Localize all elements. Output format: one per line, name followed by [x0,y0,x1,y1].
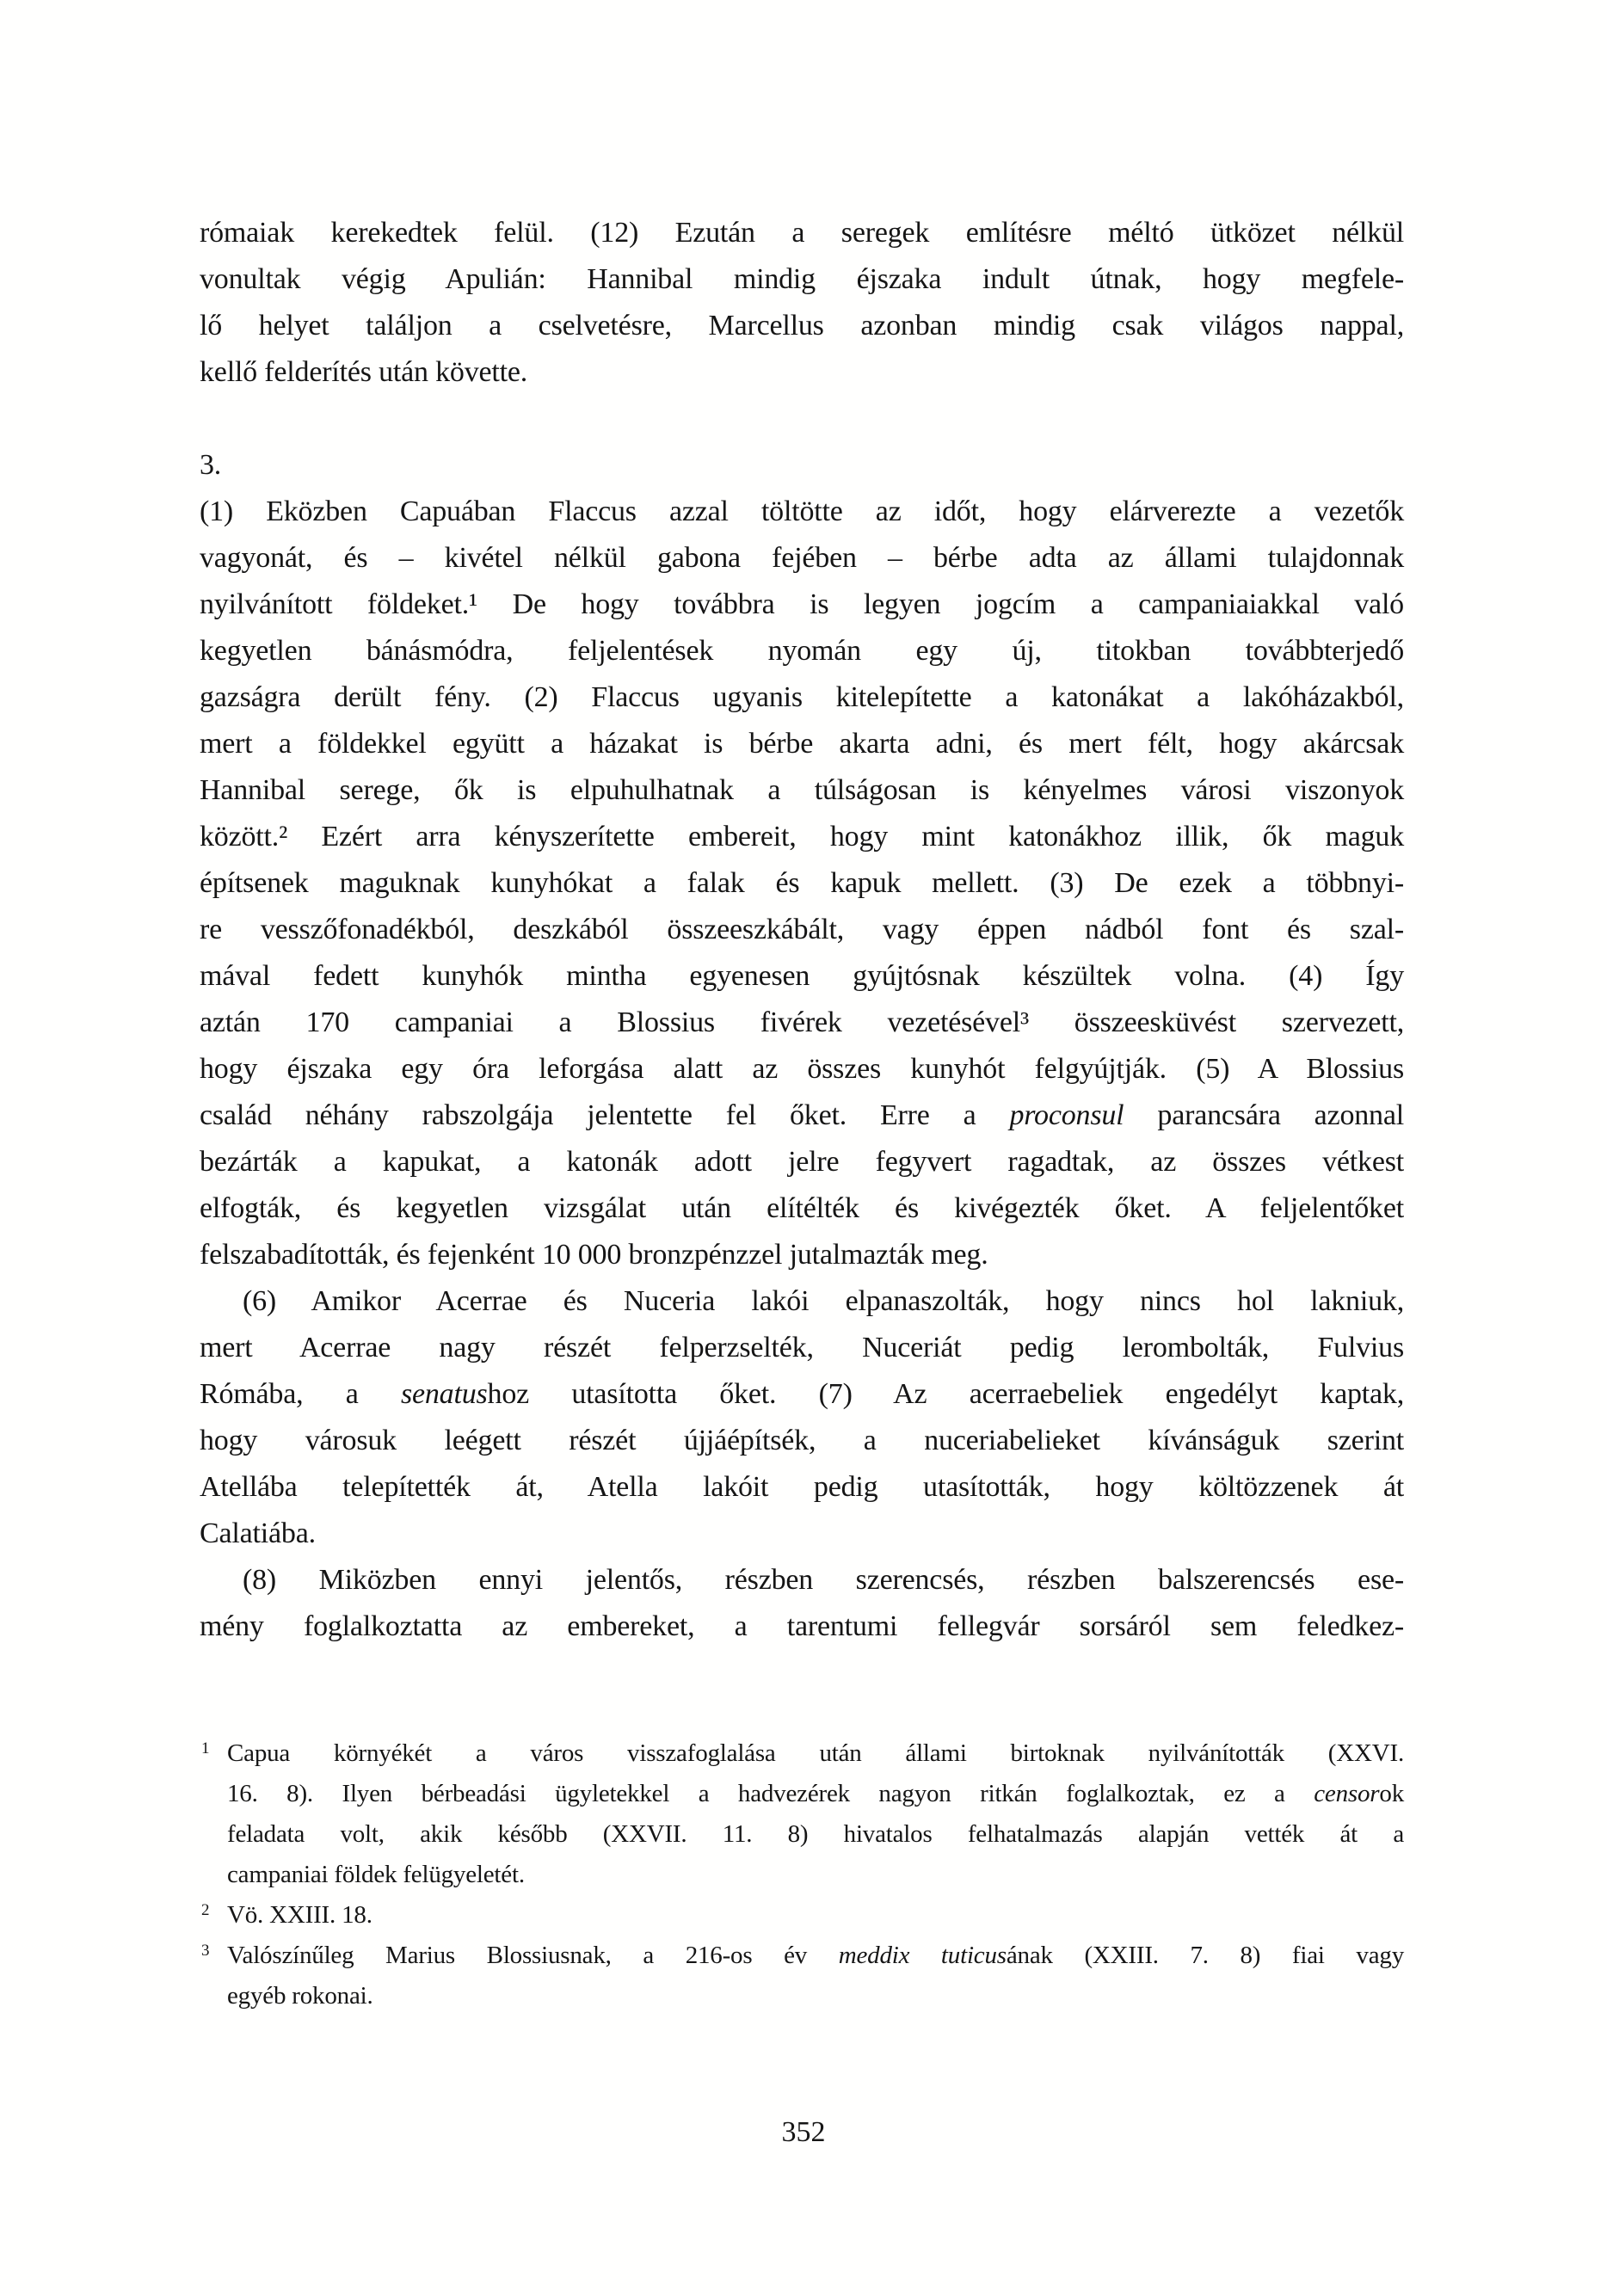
text-line: mával fedett kunyhók mintha egyenesen gyújtósnak készültek volna. (4) Így [200,960,1404,992]
footnote-marker: 2 [201,1901,210,1919]
footnote-line: campaniai földek felügyeletét. [227,1861,525,1888]
footnote-line: Vö. XXIII. 18. [227,1901,373,1929]
paragraph [200,1278,1404,1557]
text-line: Calatiába. [200,1517,316,1549]
footnote-text [227,1936,1404,2016]
text-line: bezárták a kapukat, a katonák adott jelre fegyvert ragadtak, az összes vétkest [200,1146,1404,1178]
section-number: 3. [200,449,222,481]
text-line: gazságra derült fény. (2) Flaccus ugyanis kitelepítette a katonákat a lakóházakból, [200,681,1404,713]
footnote-marker: 3 [201,1942,210,1960]
text-line: mert a földekkel együtt a házakat is bérbe akarta adni, és mert félt, hogy akárcsak [200,728,1404,760]
text-line: kellő felderítés után követte. [200,356,528,388]
text-line: vonultak végig Apulián: Hannibal mindig éjszaka indult útnak, hogy megfele- [200,263,1404,295]
footnote-line: feladata volt, akik később (XXVII. 11. 8) hivatalos felhatalmazás alapján vették át a [227,1820,1404,1848]
text-line: Rómába, a senatushoz utasította őket. (7) Az acerraebeliek engedélyt kaptak, [200,1378,1404,1410]
paragraph [200,210,1404,396]
paragraph [200,1557,1404,1650]
text-line: vagyonát, és – kivétel nélkül gabona fejében – bérbe adta az állami tulajdonnak [200,542,1404,574]
text-line: kegyetlen bánásmódra, feljelentések nyomán egy új, titokban továbbterjedő [200,635,1404,667]
text-line: építsenek maguknak kunyhókat a falak és kapuk mellett. (3) De ezek a többnyi- [200,867,1404,899]
text-line: nyilvánított földeket.¹ De hogy továbbra is legyen jogcím a campaniaiakkal való [200,588,1404,620]
page-number: 352 [781,2116,826,2148]
paragraph [200,489,1404,1278]
text-line: (8) Miközben ennyi jelentős, részben szerencsés, részben balszerencsés ese- [243,1564,1404,1596]
text-line: (6) Amikor Acerrae és Nuceria lakói elpanaszolták, hogy nincs hol lakniuk, [243,1285,1404,1317]
text-line: rómaiak kerekedtek felül. (12) Ezután a seregek említésre méltó ütközet nélkül [200,217,1404,249]
footnotes-section [200,1733,1404,2016]
footnote-line: Capua környékét a város visszafoglalása után állami birtoknak nyilvánították (XXVI. [227,1739,1404,1767]
text-line: hogy éjszaka egy óra leforgása alatt az összes kunyhót felgyújtják. (5) A Blossius [200,1053,1404,1085]
text-line: Hannibal serege, ők is elpuhulhatnak a túlságosan is kényelmes városi viszonyok [200,774,1404,806]
text-line: elfogták, és kegyetlen vizsgálat után elítélték és kivégezték őket. A feljelentőket [200,1192,1404,1224]
footnote-line: egyéb rokonai. [227,1982,373,2010]
footnote-text [227,1733,1404,1895]
text-line: re vesszőfonadékból, deszkából összeeszkábált, vagy éppen nádból font és szal- [200,914,1404,945]
text-line: hogy városuk leégett részét újjáépítsék, a nuceriabelieket kívánságuk szerint [200,1425,1404,1456]
footnote [200,1936,1404,2016]
text-line: között.² Ezért arra kényszerítette embereit, hogy mint katonákhoz illik, ők maguk [200,821,1404,853]
text-line: mert Acerrae nagy részét felperzselték, Nuceriát pedig lerombolták, Fulvius [200,1332,1404,1363]
footnote-line: 16. 8). Ilyen bérbeadási ügyletekkel a hadvezérek nagyon ritkán foglalkoztak, ez a censorok [227,1780,1404,1807]
page-body [200,210,1404,1650]
footnote [200,1895,1404,1936]
footnote-line: Valószínűleg Marius Blossiusnak, a 216-os év meddix tuticusának (XXIII. 7. 8) fiai vagy [227,1942,1404,1969]
footnote [200,1733,1404,1895]
text-line: aztán 170 campaniai a Blossius fivérek vezetésével³ összeesküvést szervezett, [200,1006,1404,1038]
text-line: felszabadították, és fejenként 10 000 bronzpénzzel jutalmazták meg. [200,1239,988,1271]
text-line: (1) Eközben Capuában Flaccus azzal töltötte az időt, hogy elárverezte a vezetők [200,496,1404,527]
footnote-text [227,1895,1404,1936]
text-line: lő helyet találjon a cselvetésre, Marcellus azonban mindig csak világos nappal, [200,310,1404,342]
text-line: Atellába telepítették át, Atella lakóit pedig utasították, hogy költözzenek át [200,1471,1404,1503]
text-line: mény foglalkoztatta az embereket, a tarentumi fellegvár sorsáról sem feledkez- [200,1610,1404,1642]
footnote-marker: 1 [201,1739,210,1757]
text-line: család néhány rabszolgája jelentette fel őket. Erre a proconsul parancsára azonnal [200,1099,1404,1131]
